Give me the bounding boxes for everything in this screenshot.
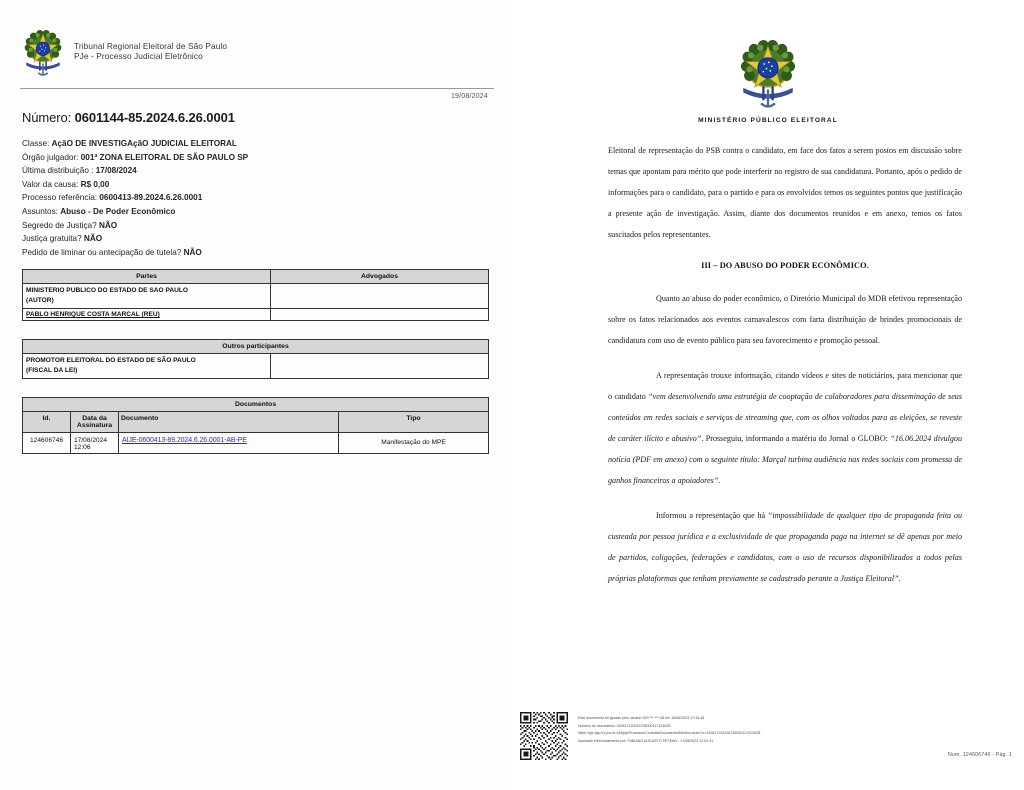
column-header-id: Id. [23, 412, 71, 433]
field-value: Abuso - De Poder Econômico [60, 206, 176, 216]
field-label: Segredo de Justiça? [22, 220, 97, 230]
party-lawyers [271, 309, 489, 321]
table-row [23, 354, 489, 379]
case-number-label: Número: [22, 110, 72, 125]
field-row [22, 151, 512, 165]
signature-time-text: 12:06 [74, 444, 91, 452]
document-date: 19/08/2024 [450, 93, 488, 100]
field-label: Pedido de liminar ou antecipação de tutela? [22, 247, 182, 257]
column-header-documento: Documento [119, 412, 339, 433]
imp-pre-text: Informou a representação que há [656, 511, 768, 520]
table-row [23, 284, 489, 309]
section-heading: III – DO ABUSO DO PODER ECONÔMICO. [701, 261, 869, 270]
table-spacer [0, 321, 512, 329]
field-value: NÃO [98, 220, 118, 230]
page-right-petition [512, 0, 1024, 790]
auth-generated-by: Este documento foi gerado pelo usuário 300.***.***-08 em 16/08/2024 17:43:48 [578, 716, 705, 720]
paragraph-representation [608, 365, 962, 491]
qr-code-icon [520, 712, 568, 760]
parties-table [22, 269, 489, 321]
field-label: Processo referência: [22, 193, 98, 203]
field-row [22, 205, 512, 219]
rep-mid-text: . Prosseguiu, informando a matéria do Jornal o GLOBO: [701, 434, 891, 443]
table-row [23, 433, 489, 454]
column-header-partes: Partes [23, 270, 271, 284]
field-row [22, 191, 512, 205]
rep-quote-two: “16.06.2024 divulgou notícia (PDF em anexo) com o seguinte título: Marçal turbina audiência nas redes sociais com promessa de ganhos financeiros a apoiadores” [608, 434, 962, 485]
participant-name [23, 354, 271, 379]
rep-quote-one: “vem desenvolvendo uma estratégia de cooptação de colaboradores para disseminação de seus conteúdos em redes sociais e serviços de streaming que, com os olhos voltados para as eleições, se reveste de caráter ilícito e abusivo” [608, 392, 962, 443]
party-name-text: MINISTERIO PUBLICO DO ESTADO DE SAO PAULO [26, 287, 189, 295]
field-row [22, 137, 512, 151]
field-label: Órgão julgador: [22, 152, 79, 162]
field-value: 17/08/2024 [95, 166, 137, 176]
paragraph-intro: Eleitoral de representação do PSB contra o candidato, em face dos fatos a serem postos em discussão sobre temas que apontam para mérito que pode interferir no registro de sua candidatura. Portanto, após o pedido de informações para o candidato, para o partido e para os envolvidos temos os seguintes pontos que justificação a presente ação de investigação. Assim, diante dos documentos reunidos e em anexo, temos os fatos suscitados pelos representantes. [608, 146, 962, 239]
field-label: Assuntos: [22, 206, 58, 216]
auth-verification-url[interactable]: https://pje-tjsp.tre.jus.br:443/pje/Processo/ConsultaDocumento/listView.seam?x=24081712031670500011741302B [578, 731, 761, 736]
court-name: Tribunal Regional Eleitoral de São Paulo [74, 41, 228, 51]
rep-end-text: . [718, 476, 721, 485]
field-row [22, 246, 512, 260]
field-row [22, 219, 512, 233]
table-header-row [23, 398, 489, 412]
column-header-advogados: Advogados [271, 270, 489, 284]
authentication-lines [578, 712, 760, 745]
document-id: 124606746 [23, 433, 71, 454]
paragraph-abuse-text: Quanto ao abuso do poder econômico, o Diretório Municipal do MDB efetivou representação sobre os fatos relacionados aos eventos carnavalescos com farta distribuição de brindes promocionais de candidatura com uso de evento público para seu favorecimento e promoção pessoal. [608, 294, 962, 345]
page-number: Num. 124606746 - Pág. 1 [947, 752, 1012, 758]
participant-lawyers [271, 354, 489, 379]
column-header-outros-participantes: Outros participantes [23, 340, 489, 354]
document-signature-date [71, 433, 119, 454]
system-name: PJe - Processo Judicial Eletrônico [74, 50, 203, 61]
other-participants-table [22, 339, 489, 379]
field-value: 001ª ZONA ELEITORAL DE SÃO PAULO SP [80, 152, 249, 162]
field-row [22, 164, 512, 178]
table-header-row [23, 270, 489, 284]
signature-date-text: 17/08/2024 [74, 437, 108, 445]
table-row [23, 309, 489, 321]
party-name: PABLO HENRIQUE COSTA MARCAL (REU) [23, 309, 271, 321]
documents-table [22, 397, 489, 454]
table-spacer [0, 379, 512, 387]
field-label: Classe: [22, 139, 50, 148]
participant-name-text: PROMOTOR ELEITORAL DO ESTADO DE SÃO PAULO [26, 357, 196, 365]
field-row [22, 232, 512, 246]
participant-role-text: (FISCAL DA LEI) [26, 366, 78, 374]
field-row [22, 178, 512, 192]
document-link-cell [119, 433, 339, 454]
imp-quote: “impossibilidade de qualquer tipo de propaganda feita ou custeada por pessoa jurídica e a exclusividade de que propaganda paga na internet se dê apenas por meio de partidos, coligações, federações e candidatos, com o uso de recursos disponibilizados a todos pelas próprias plataformas que tenham previamente se cadastrado perante a Justiça Eleitoral” [608, 511, 962, 583]
rep-pre-text: A representação trouxe informação, citando vídeos e sites de noticiários, para mencionar que o candidato [608, 371, 962, 401]
field-value: R$ 0,00 [80, 179, 110, 189]
field-value: AçãO DE INVESTIGAçãO JUDICIAL ELEITORAL [51, 139, 237, 148]
case-number-value: 0601144-85.2024.6.26.0001 [74, 110, 235, 125]
field-label: Última distribuição : [22, 166, 94, 176]
column-header-documentos: Documentos [23, 398, 489, 412]
petition-body [512, 124, 1024, 589]
field-label: Justiça gratuita? [22, 234, 82, 244]
paragraph-impossibility [608, 505, 962, 589]
field-label: Valor da causa: [22, 179, 79, 189]
column-header-data-assinatura: Data da Assinatura [71, 412, 119, 433]
mpe-header [512, 0, 1024, 124]
imp-end-text: . [898, 574, 901, 583]
party-name [23, 284, 271, 309]
field-value: 0600413-89.2024.6.26.0001 [99, 193, 203, 203]
party-role-text: (AUTOR) [26, 296, 54, 304]
case-fields [0, 125, 512, 259]
document-link[interactable]: AIJE-0600413-89.2024.6.26.0001-AB-PE [122, 437, 247, 445]
table-header-row [23, 340, 489, 354]
authentication-footer [520, 712, 760, 760]
field-value: NÃO [83, 234, 103, 244]
party-lawyers [271, 284, 489, 309]
paragraph-abuse-intro [608, 288, 962, 351]
document-type: Manifestação do MPE [339, 433, 489, 454]
brazil-coat-of-arms-icon [737, 40, 799, 108]
organization-title: MINISTÉRIO PÚBLICO ELEITORAL [698, 117, 838, 124]
court-header [0, 0, 512, 76]
field-value: NÃO [183, 247, 202, 257]
table-header-row [23, 412, 489, 433]
auth-document-number: Número do documento: 24081712031670500011710302B [578, 723, 671, 728]
case-number [0, 100, 512, 125]
column-header-tipo: Tipo [339, 412, 489, 433]
brazil-coat-of-arms-icon [22, 30, 64, 76]
auth-signed-by: Assinado eletronicamente por: FABIANO AUGUSTO PETEAN - 17/08/2024 12:01:31 [578, 738, 714, 743]
